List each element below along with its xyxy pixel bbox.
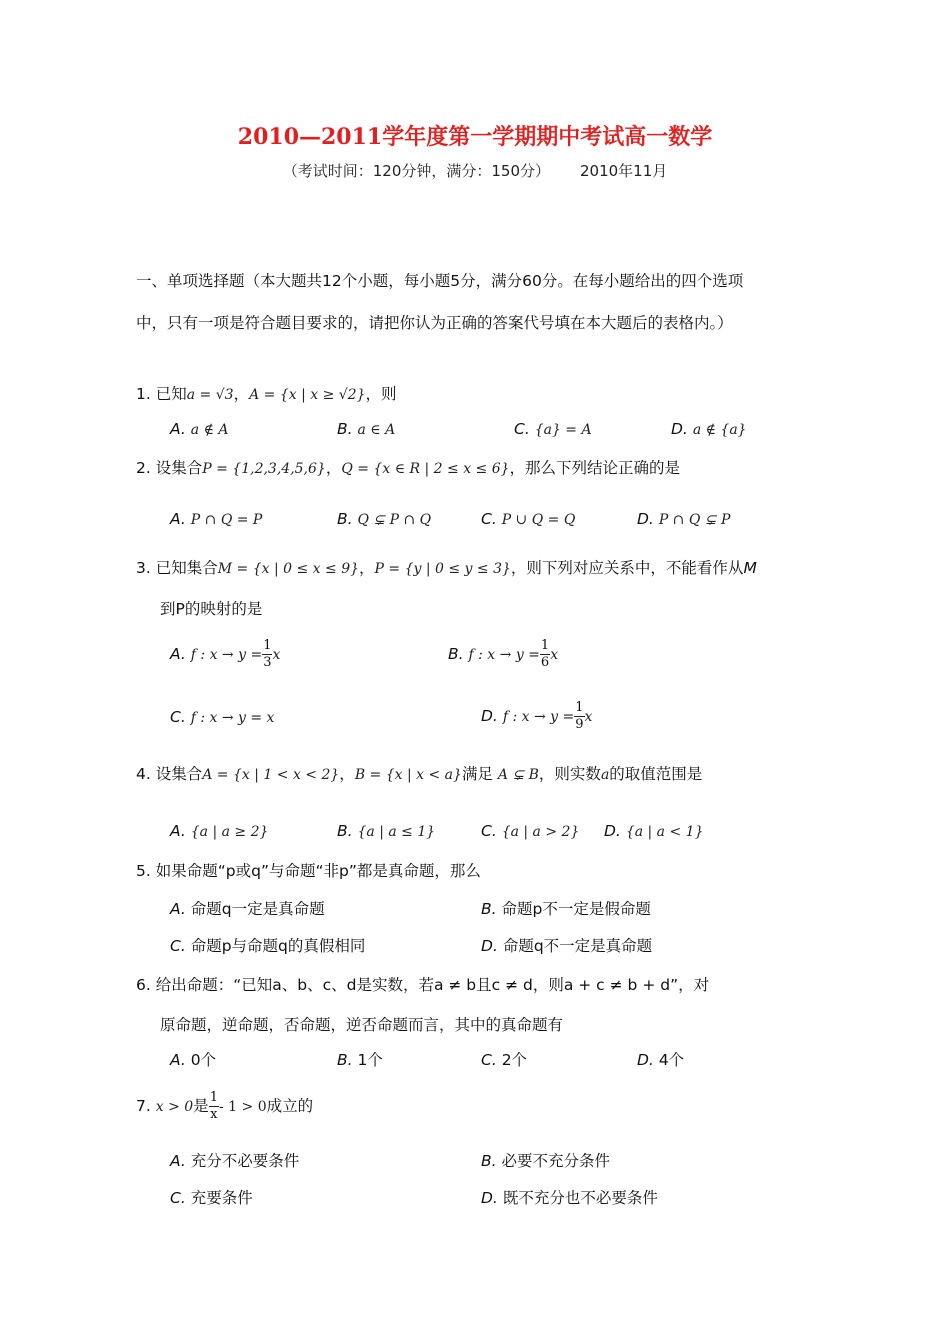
fraction <box>262 638 272 671</box>
exam-duration: （考试时间：120分钟，满分：150分） <box>282 162 550 180</box>
math-expr: x > 0 <box>155 1099 194 1115</box>
fraction-denominator: x <box>210 1107 218 1122</box>
section-intro <box>136 260 826 344</box>
stem-text: ， <box>325 459 342 477</box>
option-text: 4个 <box>658 1051 685 1069</box>
option-label: A. <box>170 510 186 528</box>
option-label: D. <box>481 707 498 725</box>
option-text: 命题p与命题q的真假相同 <box>190 937 366 955</box>
option-b <box>448 638 558 671</box>
stem-text: 如果命题“p或q”与命题“非p”都是真命题，那么 <box>155 862 481 880</box>
option-label: D. <box>637 510 654 528</box>
option-a <box>170 1048 216 1070</box>
stem-text: 设集合 <box>155 459 203 477</box>
stem-text: ， <box>359 559 375 577</box>
question-6-stem <box>136 973 709 995</box>
math-expr: a ∉ {a} <box>692 422 747 438</box>
math-expr: x <box>550 647 559 663</box>
question-number: 3. <box>136 559 151 577</box>
option-d <box>481 700 592 733</box>
math-expr: {a | a ≥ 2} <box>190 824 269 840</box>
option-a <box>170 1149 299 1171</box>
option-text: 必要不充分条件 <box>501 1152 611 1170</box>
math-expr: P ∩ Q ⊊ P <box>658 512 731 528</box>
option-label: D. <box>481 937 498 955</box>
option-a <box>170 822 268 840</box>
option-c <box>514 420 592 438</box>
question-3-stem-line2: 到P的映射的是 <box>160 600 263 618</box>
option-label: B. <box>337 510 353 528</box>
math-expr: Q = {x ∈ R | 2 ≤ x ≤ 6} <box>341 461 510 477</box>
option-label: D. <box>637 1051 654 1069</box>
stem-text: 已知 <box>155 385 187 403</box>
math-expr: a ∈ A <box>357 422 396 438</box>
option-label: A. <box>170 1152 186 1170</box>
question-number: 6. <box>136 976 151 994</box>
math-expr: A ⊊ B <box>497 767 539 783</box>
option-b <box>337 420 395 438</box>
option-label: C. <box>481 1051 497 1069</box>
math-expr: - 1 > 0 <box>218 1099 267 1115</box>
section-intro-line: 中，只有一项是符合题目要求的，请把你认为正确的答案代号填在本大题后的表格内。） <box>136 314 733 332</box>
option-b <box>337 1048 383 1070</box>
fraction-denominator: 6 <box>540 655 550 670</box>
option-d <box>604 822 703 840</box>
option-label: A. <box>170 420 186 438</box>
question-number: 4. <box>136 765 151 783</box>
option-label: A. <box>170 1051 186 1069</box>
option-label: C. <box>170 937 186 955</box>
stem-text: 成立的 <box>266 1097 314 1115</box>
question-4-stem <box>136 762 702 784</box>
stem-text: ， <box>339 765 355 783</box>
question-6-stem-line2: 原命题，逆命题，否命题，逆否命题而言，其中的真命题有 <box>160 1016 564 1034</box>
option-label: A. <box>170 900 186 918</box>
math-expr: Q ⊊ P ∩ Q <box>357 512 432 528</box>
math-expr: f : x → y = <box>468 647 540 663</box>
stem-text: 满足 <box>461 765 493 783</box>
option-c <box>170 934 365 956</box>
fraction <box>209 1090 219 1123</box>
option-text: 既不充分也不必要条件 <box>502 1189 658 1207</box>
option-a <box>170 510 262 528</box>
fraction-denominator: 9 <box>575 717 584 732</box>
option-d <box>481 1186 658 1208</box>
math-expr: a = √3 <box>186 387 234 403</box>
option-label: C. <box>514 420 530 438</box>
stem-text: 的取值范围是 <box>609 765 703 783</box>
stem-text: 设集合 <box>155 765 203 783</box>
fraction-denominator: 3 <box>263 655 272 670</box>
option-label: A. <box>170 645 186 663</box>
stem-text: 已知集合 <box>155 559 218 577</box>
page-title: 2010—2011学年度第一学期期中考试高一数学 <box>237 124 713 150</box>
option-c <box>481 1048 527 1070</box>
option-label: B. <box>481 1152 497 1170</box>
stem-text: ，则实数 <box>538 765 601 783</box>
option-a <box>170 420 229 438</box>
option-label: B. <box>481 900 497 918</box>
option-label: C. <box>170 708 186 726</box>
option-text: 0个 <box>190 1051 217 1069</box>
option-c <box>481 510 575 528</box>
math-expr: A = {x | x ≥ √2} <box>249 387 366 403</box>
option-label: D. <box>604 822 621 840</box>
option-a <box>170 897 325 919</box>
exam-date: 2010年11月 <box>580 162 668 180</box>
question-number: 1. <box>136 385 151 403</box>
math-expr: B = {x | x < a} <box>354 767 462 783</box>
fraction-numerator: 1 <box>540 638 550 653</box>
question-3-stem <box>136 556 757 578</box>
section-intro-line: 一、单项选择题（本大题共12个小题，每小题5分，满分60分。在每小题给出的四个选项 <box>136 272 744 290</box>
option-label: C. <box>481 822 497 840</box>
option-text: 2个 <box>501 1051 528 1069</box>
option-text: 命题q不一定是真命题 <box>502 937 653 955</box>
exam-info <box>0 160 950 181</box>
option-b <box>481 1149 610 1171</box>
stem-text: ，则 <box>365 385 397 403</box>
math-expr: P ∩ Q = P <box>190 512 263 528</box>
option-label: B. <box>337 822 353 840</box>
question-5-stem <box>136 859 481 881</box>
option-d <box>481 934 652 956</box>
option-b <box>337 822 435 840</box>
question-number: 5. <box>136 862 151 880</box>
option-label: D. <box>671 420 688 438</box>
stem-text: 是 <box>193 1097 209 1115</box>
question-number: 7. <box>136 1097 151 1115</box>
math-expr: {a | a > 2} <box>501 824 580 840</box>
option-a <box>170 638 280 671</box>
stem-text: 给出命题：“已知a、b、c、d是实数，若a ≠ b且c ≠ d，则a + c ≠ b + d”，对 <box>155 976 710 994</box>
math-expr: P = {1,2,3,4,5,6} <box>202 461 326 477</box>
option-b <box>481 897 651 919</box>
stem-text: ，那么下列结论正确的是 <box>509 459 681 477</box>
math-expr: {a | a < 1} <box>625 824 704 840</box>
math-expr: {a | a ≤ 1} <box>357 824 436 840</box>
math-expr: {a} = A <box>534 422 592 438</box>
option-label: D. <box>481 1189 498 1207</box>
option-c <box>170 708 274 726</box>
option-d <box>671 420 747 438</box>
math-expr: P = {y | 0 ≤ y ≤ 3} <box>374 561 511 577</box>
option-label: A. <box>170 822 186 840</box>
question-2-stem <box>136 456 680 478</box>
option-text: 1个 <box>357 1051 383 1069</box>
option-text: 命题q一定是真命题 <box>190 900 325 918</box>
option-label: C. <box>170 1189 186 1207</box>
stem-text: ，则下列对应关系中，不能看作从 <box>510 559 744 577</box>
math-expr: A = {x | 1 < x < 2} <box>202 767 340 783</box>
option-text: 充要条件 <box>190 1189 253 1207</box>
math-expr: f : x → y = <box>502 709 575 725</box>
fraction <box>540 638 550 671</box>
math-expr: a ∉ A <box>190 422 229 438</box>
question-1-stem <box>136 382 397 404</box>
math-expr: x <box>272 647 281 663</box>
math-expr: x <box>584 709 593 725</box>
option-c <box>170 1186 253 1208</box>
question-number: 2. <box>136 459 151 477</box>
option-d <box>637 1048 684 1070</box>
math-expr: a <box>600 767 610 783</box>
fraction <box>574 700 584 733</box>
stem-text: ， <box>233 385 250 403</box>
option-text: 命题p不一定是假命题 <box>501 900 651 918</box>
math-expr: f : x → y = <box>190 647 263 663</box>
fraction-numerator: 1 <box>209 1090 218 1105</box>
fraction-numerator: 1 <box>263 638 272 653</box>
fraction-numerator: 1 <box>575 700 584 715</box>
math-expr: M = {x | 0 ≤ x ≤ 9} <box>217 561 360 577</box>
option-d <box>637 510 730 528</box>
option-label: C. <box>481 510 497 528</box>
math-expr: f : x → y = x <box>190 710 275 726</box>
option-label: B. <box>337 1051 353 1069</box>
option-label: B. <box>448 645 464 663</box>
option-label: B. <box>337 420 353 438</box>
option-c <box>481 822 579 840</box>
stem-text: M <box>743 559 757 577</box>
math-expr: P ∪ Q = Q <box>501 512 576 528</box>
question-7-stem <box>136 1090 313 1123</box>
option-text: 充分不必要条件 <box>190 1152 300 1170</box>
option-b <box>337 510 431 528</box>
